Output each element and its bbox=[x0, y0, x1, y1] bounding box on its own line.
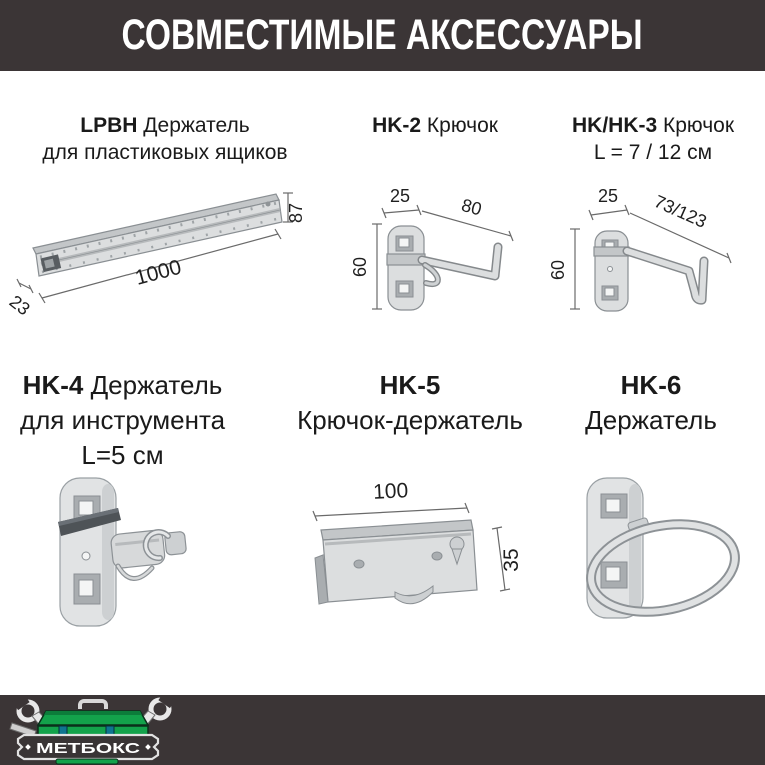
product-name: Держатель bbox=[90, 370, 223, 400]
dim-label-height: 60 bbox=[350, 256, 370, 278]
title-line bbox=[335, 112, 535, 139]
hk4-drawing bbox=[20, 470, 260, 640]
product-title-lpbh bbox=[10, 112, 320, 166]
brand-plaque bbox=[18, 735, 158, 759]
product-name: Крючок bbox=[663, 114, 735, 137]
dim-label-height: 60 bbox=[548, 259, 568, 281]
product-title-hk6 bbox=[545, 368, 757, 438]
product-name: Крючок bbox=[426, 114, 498, 137]
hk6-drawing bbox=[545, 470, 765, 640]
page-title: СОВМЕСТИМЫЕ АКСЕССУАРЫ bbox=[121, 11, 644, 59]
product-name: Держатель bbox=[585, 405, 717, 435]
product-model: HK-4 bbox=[22, 370, 84, 400]
toolbox-icon bbox=[38, 701, 148, 736]
dim-label-width: 25 bbox=[389, 186, 411, 206]
title-line: для пластиковых ящиков bbox=[42, 141, 288, 164]
hk5-drawing bbox=[295, 470, 535, 640]
product-name: Держатель bbox=[143, 114, 250, 137]
hk3-drawing bbox=[545, 185, 765, 325]
hk2-hook bbox=[387, 226, 498, 310]
dim-label-width: 25 bbox=[597, 186, 619, 206]
product-model: HK-2 bbox=[372, 114, 422, 137]
dim-label-height: 87 bbox=[286, 202, 306, 224]
title-line bbox=[10, 112, 320, 139]
hk5-bracket bbox=[315, 520, 477, 604]
title-line bbox=[548, 112, 758, 139]
footer-bar bbox=[0, 695, 765, 765]
product-model: HK-5 bbox=[379, 370, 441, 400]
product-title-hk5 bbox=[290, 368, 530, 438]
hk2-dimensions bbox=[350, 186, 513, 309]
hk6-holder bbox=[583, 478, 743, 624]
dim-label-length: 1000 bbox=[132, 255, 184, 290]
brand-name: МЕТБОКС bbox=[36, 740, 141, 757]
product-model: LPBH bbox=[80, 114, 138, 137]
title-subtitle: L = 7 / 12 см bbox=[593, 141, 713, 164]
header-bar bbox=[0, 0, 765, 71]
title-line bbox=[10, 368, 235, 403]
dim-label-height: 35 bbox=[500, 548, 523, 572]
title-subtitle: L=5 см bbox=[81, 440, 164, 470]
metbox-logo bbox=[8, 697, 180, 765]
title-line: для инструмента bbox=[19, 405, 226, 435]
dim-label-length: 73/123 bbox=[651, 191, 710, 232]
hk2-drawing bbox=[330, 185, 550, 325]
product-title-hk3 bbox=[548, 112, 758, 166]
dim-label-length: 100 bbox=[372, 479, 409, 504]
product-title-hk4 bbox=[10, 368, 235, 473]
product-name: Крючок-держатель bbox=[297, 405, 523, 435]
lpbh-drawing bbox=[0, 180, 330, 330]
dim-label-length: 80 bbox=[459, 194, 484, 220]
hk3-hook bbox=[594, 231, 704, 311]
product-model: HK-6 bbox=[620, 370, 682, 400]
hk4-holder bbox=[58, 478, 187, 626]
toolbox-base bbox=[56, 759, 118, 764]
product-model: HK/HK-3 bbox=[571, 114, 658, 137]
dim-label-depth: 23 bbox=[5, 291, 34, 320]
product-title-hk2 bbox=[335, 112, 535, 139]
